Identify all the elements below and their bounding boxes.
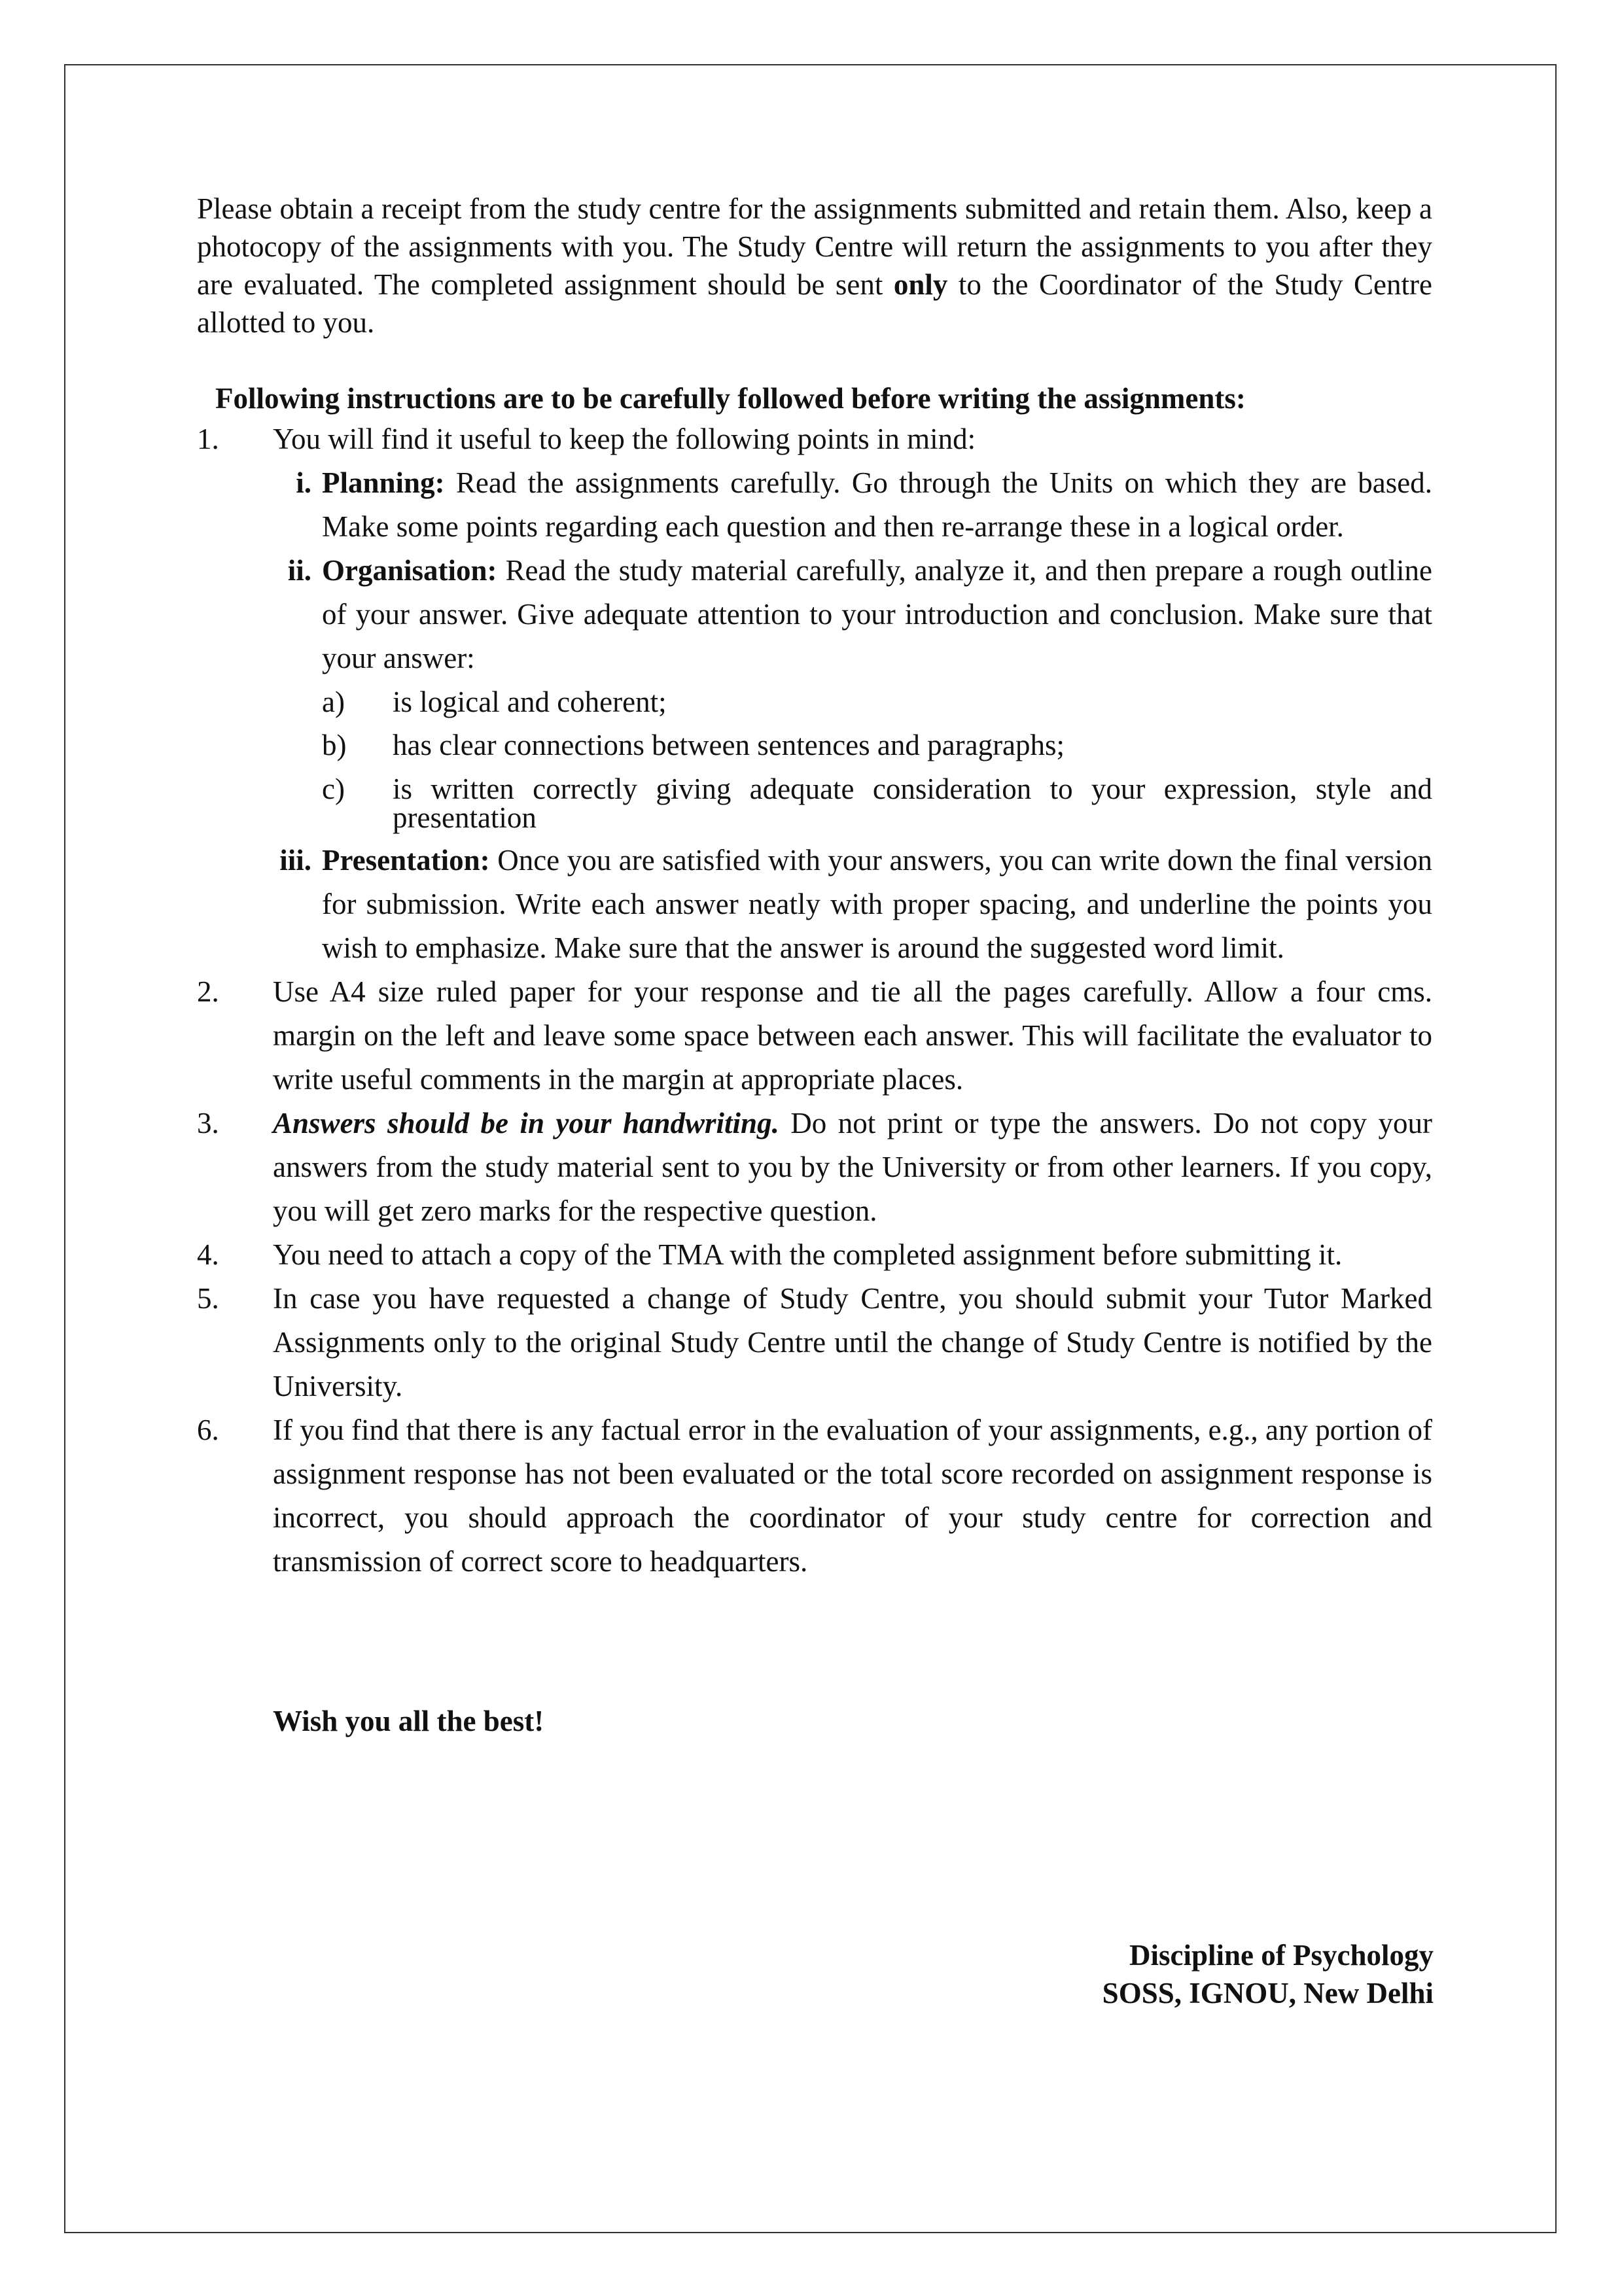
item-text: In case you have requested a change of Study Centre, you should submit your Tutor Marked Assignments only to the original Study Centre until the change of Study Centre is notified by the University. <box>273 1282 1432 1402</box>
item-number: 4. <box>197 1238 219 1271</box>
item-text: You need to attach a copy of the TMA with the completed assignment before submitting it. <box>273 1238 1343 1271</box>
intro-text-end: to the Coordinator of the Study Centre allotted to you. <box>197 268 1432 339</box>
item-emphasis: Answers should be in your handwriting. <box>273 1107 779 1139</box>
instruction-item-6 <box>197 1408 1432 1584</box>
roman-numeral: ii. <box>287 554 311 587</box>
instruction-item-5 <box>197 1277 1432 1408</box>
sub-item-text: Read the study material carefully, analyze it, and then prepare a rough outline of your answer. Give adequate attention to your introduction and conclusion. Make sure that your answer: <box>322 554 1432 674</box>
sub-item-organisation <box>197 549 1432 680</box>
criteria-text: is logical and coherent; <box>393 686 667 718</box>
item-number: 2. <box>197 975 219 1008</box>
sub-item-text: Read the assignments carefully. Go through the Units on which they are based. Make some points regarding each question and then re-arrange these in a logical order. <box>322 466 1432 543</box>
roman-numeral: i. <box>296 466 311 499</box>
signature-department: Discipline of Psychology <box>1129 1939 1434 1972</box>
sub-item-presentation <box>197 839 1432 970</box>
item-number: 1. <box>197 423 219 455</box>
item-number: 3. <box>197 1107 219 1139</box>
document-body <box>197 190 1432 1740</box>
item-text: Do not print or type the answers. Do not copy your answers from the study material sent to you by the University or from other learners. If you copy, you will get zero marks for the respective question. <box>273 1107 1432 1227</box>
criteria-label: c) <box>322 773 345 805</box>
intro-paragraph <box>197 190 1432 341</box>
item-text: Use A4 size ruled paper for your response and tie all the pages carefully. Allow a four cms. margin on the left and leave some space between each answer. This will facilitate the evaluator to write useful comments in the margin at appropriate places. <box>273 975 1432 1096</box>
item-number: 6. <box>197 1414 219 1446</box>
sub-item-title: Organisation: <box>322 554 497 587</box>
criteria-item-c <box>322 767 1432 839</box>
sub-item-title: Presentation: <box>322 844 490 877</box>
criteria-text: is written correctly giving adequate consideration to your expression, style and presentation <box>393 773 1432 834</box>
instructions-heading: Following instructions are to be carefully followed before writing the assignments: <box>215 382 1246 415</box>
item-text: If you find that there is any factual error in the evaluation of your assignments, e.g., any portion of assignment response has not been evaluated or the total score recorded on assignment response is incorrect, you should approach the coordinator of your study centre for correction and transmission of correct score to headquarters. <box>273 1414 1432 1578</box>
signature-block <box>1102 1936 1434 2012</box>
intro-emphasis: only <box>893 268 948 301</box>
item-text: You will find it useful to keep the following points in mind: <box>273 423 976 455</box>
signature-institution: SOSS, IGNOU, New Delhi <box>1102 1977 1434 2009</box>
item-number: 5. <box>197 1282 219 1315</box>
sub-item-text: Once you are satisfied with your answers, you can write down the final version for submission. Write each answer neatly with proper spacing, and underline the points you wish to emphasize. Make sure that the answer is around the suggested word limit. <box>322 844 1432 964</box>
instruction-item-2 <box>197 970 1432 1102</box>
instruction-item-1 <box>197 417 1432 970</box>
criteria-item-b <box>322 723 1432 767</box>
closing-wish: Wish you all the best! <box>273 1705 544 1737</box>
answer-criteria-list <box>322 680 1432 839</box>
intro-text: Please obtain a receipt from the study centre for the assignments submitted and retain them. Also, keep a photocopy of the assignments with you. The Study Centre will return the assignments to you after they are evaluated. The completed assignment should be sent <box>197 192 1432 301</box>
criteria-label: a) <box>322 686 345 718</box>
roman-numeral: iii. <box>279 844 311 877</box>
sub-item-planning <box>197 461 1432 549</box>
instruction-item-4 <box>197 1233 1432 1277</box>
sub-item-title: Planning: <box>322 466 445 499</box>
criteria-label: b) <box>322 729 347 761</box>
criteria-text: has clear connections between sentences and paragraphs; <box>393 729 1065 761</box>
instruction-item-3 <box>197 1102 1432 1233</box>
criteria-item-a <box>322 680 1432 723</box>
